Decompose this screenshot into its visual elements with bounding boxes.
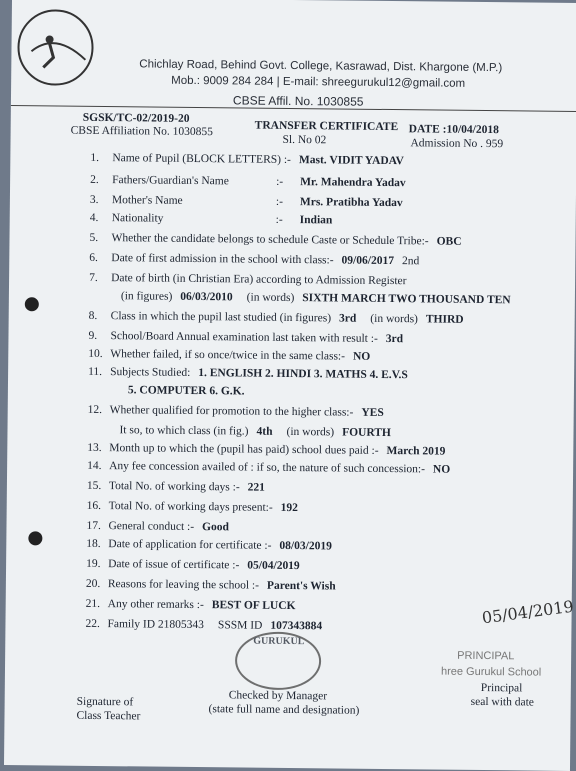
field-number: 17.	[86, 519, 101, 533]
field-value: 06/03/2010	[180, 290, 233, 304]
field-value: OBC	[436, 235, 462, 248]
field-row	[90, 173, 406, 190]
field-label: It so, to which class (in fig.)	[119, 424, 249, 438]
certificate-ref: SGSK/TC-02/2019-20	[82, 111, 190, 125]
admission-number: Admission No . 959	[410, 137, 504, 151]
class-teacher-label: Class Teacher	[76, 709, 141, 723]
field-number: 7.	[89, 271, 98, 284]
field-label: Whether the candidate belongs to schedule Caste or Schedule Tribe:-	[111, 232, 429, 248]
field-label: Month up to which the (pupil has paid) school dues paid :-	[109, 442, 379, 457]
principal-label: Principal	[480, 682, 523, 695]
field-label: Class in which the pupil last studied (in figures)	[110, 310, 332, 325]
field-value-secondary: FOURTH	[342, 426, 391, 440]
field-value: 3rd	[385, 332, 404, 346]
field-number: 1.	[90, 151, 100, 164]
field-number: 16.	[86, 499, 102, 513]
field-label: Total No. of working days present:-	[108, 500, 273, 514]
field-row	[89, 211, 333, 227]
field-number: 2.	[90, 173, 99, 186]
field-separator: :-	[275, 213, 283, 226]
field-value-secondary: THIRD	[425, 313, 464, 326]
field-label: Mother's Name	[111, 194, 183, 207]
field-row	[88, 348, 370, 363]
field-label: Date of issue of certificate :-	[108, 558, 240, 572]
punch-hole	[28, 531, 42, 545]
field-row	[86, 538, 332, 553]
field-row	[89, 232, 461, 248]
field-row	[88, 404, 384, 419]
school-contact: Mob.: 9009 284 284 | E-mail: shreegurukul12@gmail.com	[171, 74, 466, 90]
field-number: 8.	[88, 309, 98, 322]
field-label: Date of application for certificate :-	[108, 538, 272, 552]
field-label: (in figures)	[120, 290, 173, 303]
field-number: 5.	[89, 231, 99, 244]
class-teacher-signature-label: Signature of	[76, 695, 134, 709]
field-label: Reasons for leaving the school :-	[107, 578, 260, 592]
field-value: March 2019	[386, 445, 446, 458]
field-label-secondary: (in words)	[246, 291, 295, 305]
field-number: 13.	[87, 441, 102, 455]
field-value: Mr. Mahendra Yadav	[300, 176, 406, 190]
certificate-sheet	[4, 0, 576, 771]
field-row	[88, 366, 408, 381]
field-label: Whether qualified for promotion to the higher class:-	[109, 404, 354, 419]
field-value: Parent's Wish	[266, 579, 336, 593]
field-value: 09/06/2017	[341, 254, 395, 268]
field-label: Subjects Studied:	[110, 366, 191, 379]
field-label: Fathers/Guardian's Name	[112, 174, 229, 188]
field-value: 08/03/2019	[279, 539, 332, 553]
field-label-secondary: (in words)	[370, 312, 418, 326]
field-number: 12.	[87, 403, 103, 417]
field-row	[87, 442, 445, 458]
field-number: 21.	[85, 597, 101, 611]
school-stamp	[235, 631, 322, 690]
field-label-secondary: (in words)	[286, 425, 335, 439]
field-number: 9.	[88, 329, 98, 342]
field-row	[86, 520, 229, 533]
field-label: Name of Pupil (BLOCK LETTERS) :-	[112, 152, 291, 166]
field-label: Date of birth (in Christian Era) according to Admission Register	[111, 272, 407, 288]
field-number: 6.	[89, 251, 98, 264]
field-separator: :-	[276, 175, 284, 188]
logo-figure-icon	[19, 11, 92, 84]
field-label: Whether failed, if so once/twice in the same class:-	[110, 348, 346, 363]
certificate-title: TRANSFER CERTIFICATE	[254, 119, 399, 134]
field-value: Good	[202, 521, 229, 534]
seal-with-date-label: seal with date	[470, 695, 534, 709]
field-row	[86, 578, 336, 593]
field-value: Mrs. Pratibha Yadav	[299, 196, 403, 210]
school-address: Chichlay Road, Behind Govt. College, Kasrawad, Dist. Khargone (M.P.)	[139, 58, 503, 75]
field-number: 3.	[89, 193, 99, 206]
field-label: School/Board Annual examination last taken with result :-	[110, 330, 378, 345]
field-value: 221	[247, 481, 266, 494]
field-label: Any other remarks :-	[107, 598, 204, 612]
school-affiliation: CBSE Affil. No. 1030855	[232, 93, 364, 109]
field-label: Nationality	[111, 212, 164, 225]
stamp-text: GURUKUL	[253, 635, 305, 648]
field-value: YES	[361, 406, 384, 419]
field-number: 11.	[88, 365, 103, 379]
field-value: 4th	[256, 425, 273, 438]
field-number: 18.	[86, 537, 101, 551]
field-row	[119, 424, 391, 439]
field-number: 22.	[85, 617, 100, 631]
field-number: 20.	[85, 577, 101, 591]
field-row	[89, 252, 419, 267]
field-value: 05/04/2019	[247, 559, 300, 573]
field-separator: :-	[275, 195, 284, 208]
field-row	[121, 290, 511, 306]
field-label-secondary: SSSM ID	[217, 619, 263, 632]
field-number: 15.	[86, 479, 102, 493]
field-value-secondary: SIXTH MARCH TWO THOUSAND TEN	[302, 292, 511, 307]
field-row	[87, 460, 450, 476]
principal-signature-date: 05/04/2019	[480, 596, 575, 628]
field-value-secondary: 107343884	[270, 619, 323, 633]
manager-designation-label: (state full name and designation)	[208, 703, 360, 717]
field-value: 3rd	[339, 312, 357, 325]
field-value: NO	[352, 350, 371, 363]
manager-label: Checked by Manager	[228, 689, 328, 703]
field-row	[86, 558, 300, 572]
field-number: 14.	[87, 459, 102, 473]
field-row	[120, 384, 245, 397]
field-value: Mast. VIDIT YADAV	[298, 154, 404, 168]
field-value: 192	[280, 501, 299, 515]
field-number: 10.	[88, 347, 103, 361]
field-extra: 2nd	[401, 255, 420, 268]
field-row	[87, 480, 265, 494]
field-label: General conduct :-	[108, 520, 195, 533]
certificate-date: DATE :10/04/2018	[408, 123, 499, 137]
school-logo	[17, 9, 94, 86]
field-row	[89, 272, 407, 287]
serial-number: Sl. No 02	[282, 133, 327, 147]
field-row	[88, 330, 403, 345]
field-value: Indian	[299, 214, 333, 227]
field-row	[89, 193, 403, 210]
punch-hole	[25, 297, 39, 311]
principal-stamp-school: hree Gurukul School	[440, 665, 542, 679]
field-number: 4.	[89, 211, 99, 224]
field-value: NO	[432, 463, 451, 476]
field-label: Total No. of working days :-	[108, 480, 240, 494]
field-label: Date of first admission in the school with class:-	[111, 252, 334, 267]
field-row	[86, 598, 296, 612]
field-number: 19.	[86, 557, 101, 571]
field-value: BEST OF LUCK	[211, 599, 296, 613]
cbse-affiliation-line: CBSE Affiliation No. 1030855	[70, 124, 213, 139]
field-row	[87, 500, 298, 514]
field-label: Any fee concession availed of : if so, the nature of such concession:-	[109, 460, 426, 476]
field-value: 5. COMPUTER 6. G.K.	[127, 384, 245, 398]
field-label: Family ID 21805343	[107, 618, 205, 632]
principal-stamp-title: PRINCIPAL	[457, 649, 515, 663]
field-row	[89, 310, 464, 326]
field-row	[85, 618, 322, 632]
field-row	[90, 152, 404, 167]
field-value: 1. ENGLISH 2. HINDI 3. MATHS 4. E.V.S	[198, 367, 408, 382]
